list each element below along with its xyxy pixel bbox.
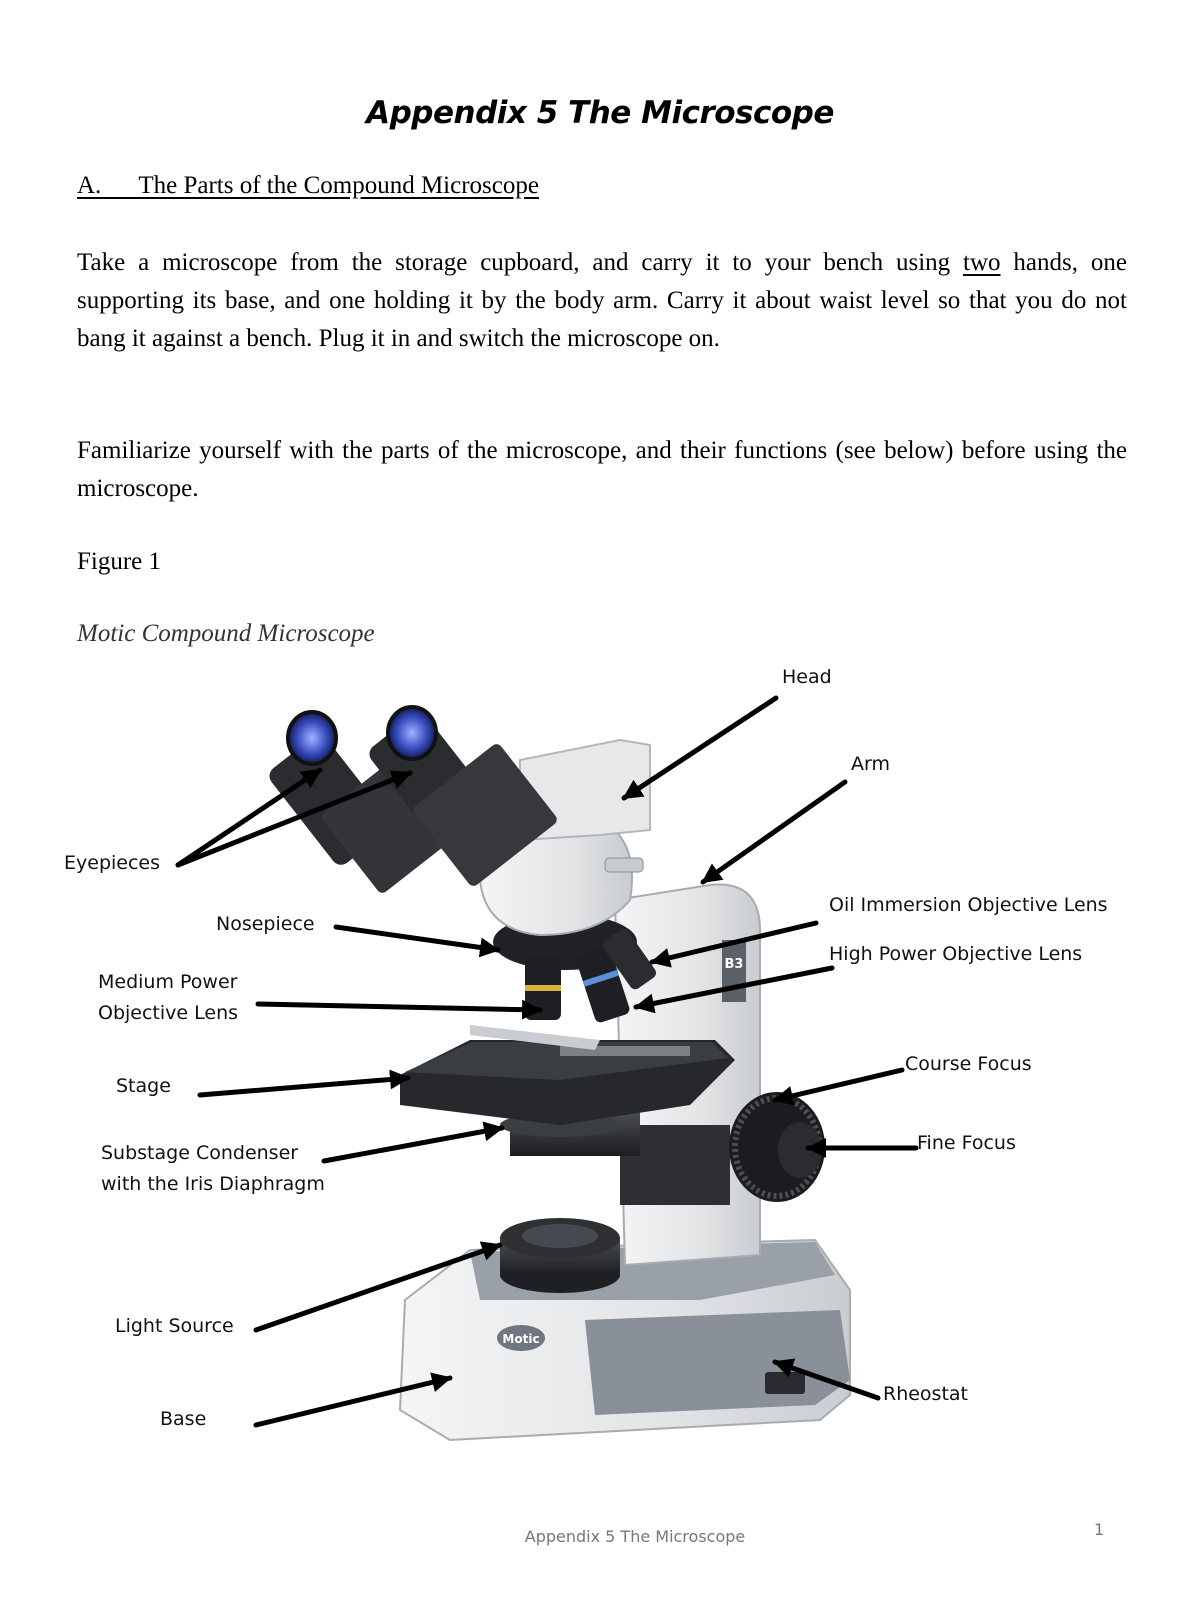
label-head: Head: [782, 666, 832, 688]
intro-text-start: Take a microscope from the storage cupboard, and carry it to your bench using: [77, 249, 964, 276]
label-substage-1: Substage Condenser: [101, 1142, 299, 1164]
page-number: 1: [1094, 1520, 1105, 1539]
microscope-illustration: [265, 707, 850, 1440]
familiarize-paragraph: Familiarize yourself with the parts of the microscope, and their functions (see below) before using the microscope.: [77, 437, 1127, 502]
label-medium-power-2: Objective Lens: [98, 1002, 239, 1024]
label-eyepieces: Eyepieces: [64, 852, 161, 874]
intro-text-end: hands, one supporting its base, and one holding it by the body arm. Carry it about waist level so that you do not bang it against a bench. Plug it in and switch the microscope on.: [77, 249, 1127, 352]
label-base: Base: [160, 1408, 207, 1430]
label-light-source: Light Source: [115, 1315, 234, 1337]
section-heading: A. The Parts of the Compound Microscope: [77, 172, 539, 199]
base-grey-panel: [585, 1310, 850, 1415]
arrow-course-focus: [775, 1070, 902, 1100]
rheostat-dial: [765, 1372, 805, 1394]
microscope-diagram: [0, 650, 1200, 1480]
arrow-stage: [200, 1078, 408, 1095]
figure-label: Figure 1: [77, 548, 162, 575]
label-stage: Stage: [116, 1075, 171, 1097]
label-medium-power-1: Medium Power: [98, 971, 238, 993]
light-source-lens: [522, 1224, 598, 1248]
arrow-medium-power: [258, 1004, 540, 1010]
objective-medium-band: [525, 985, 561, 991]
arrow-nosepiece: [336, 927, 498, 950]
label-substage-2: with the Iris Diaphragm: [101, 1173, 325, 1195]
label-fine-focus: Fine Focus: [917, 1132, 1016, 1154]
head-clamp: [605, 858, 643, 872]
label-course-focus: Course Focus: [905, 1053, 1032, 1075]
label-oil-immersion: Oil Immersion Objective Lens: [829, 894, 1108, 916]
figure-caption: Motic Compound Microscope: [77, 620, 375, 647]
intro-paragraph: [77, 244, 1127, 358]
page-footer: Appendix 5 The Microscope: [524, 1527, 746, 1546]
arrow-arm: [703, 782, 845, 882]
label-high-power: High Power Objective Lens: [829, 943, 1083, 965]
series-text: B3: [724, 957, 744, 972]
label-arm: Arm: [851, 753, 890, 775]
label-nosepiece: Nosepiece: [216, 913, 315, 935]
emphasis-two: two: [963, 249, 1001, 276]
label-rheostat: Rheostat: [883, 1383, 968, 1405]
arrow-substage: [324, 1128, 502, 1161]
page-title: Appendix 5 The Microscope: [366, 95, 834, 131]
brand-text: Motic: [502, 1332, 540, 1346]
